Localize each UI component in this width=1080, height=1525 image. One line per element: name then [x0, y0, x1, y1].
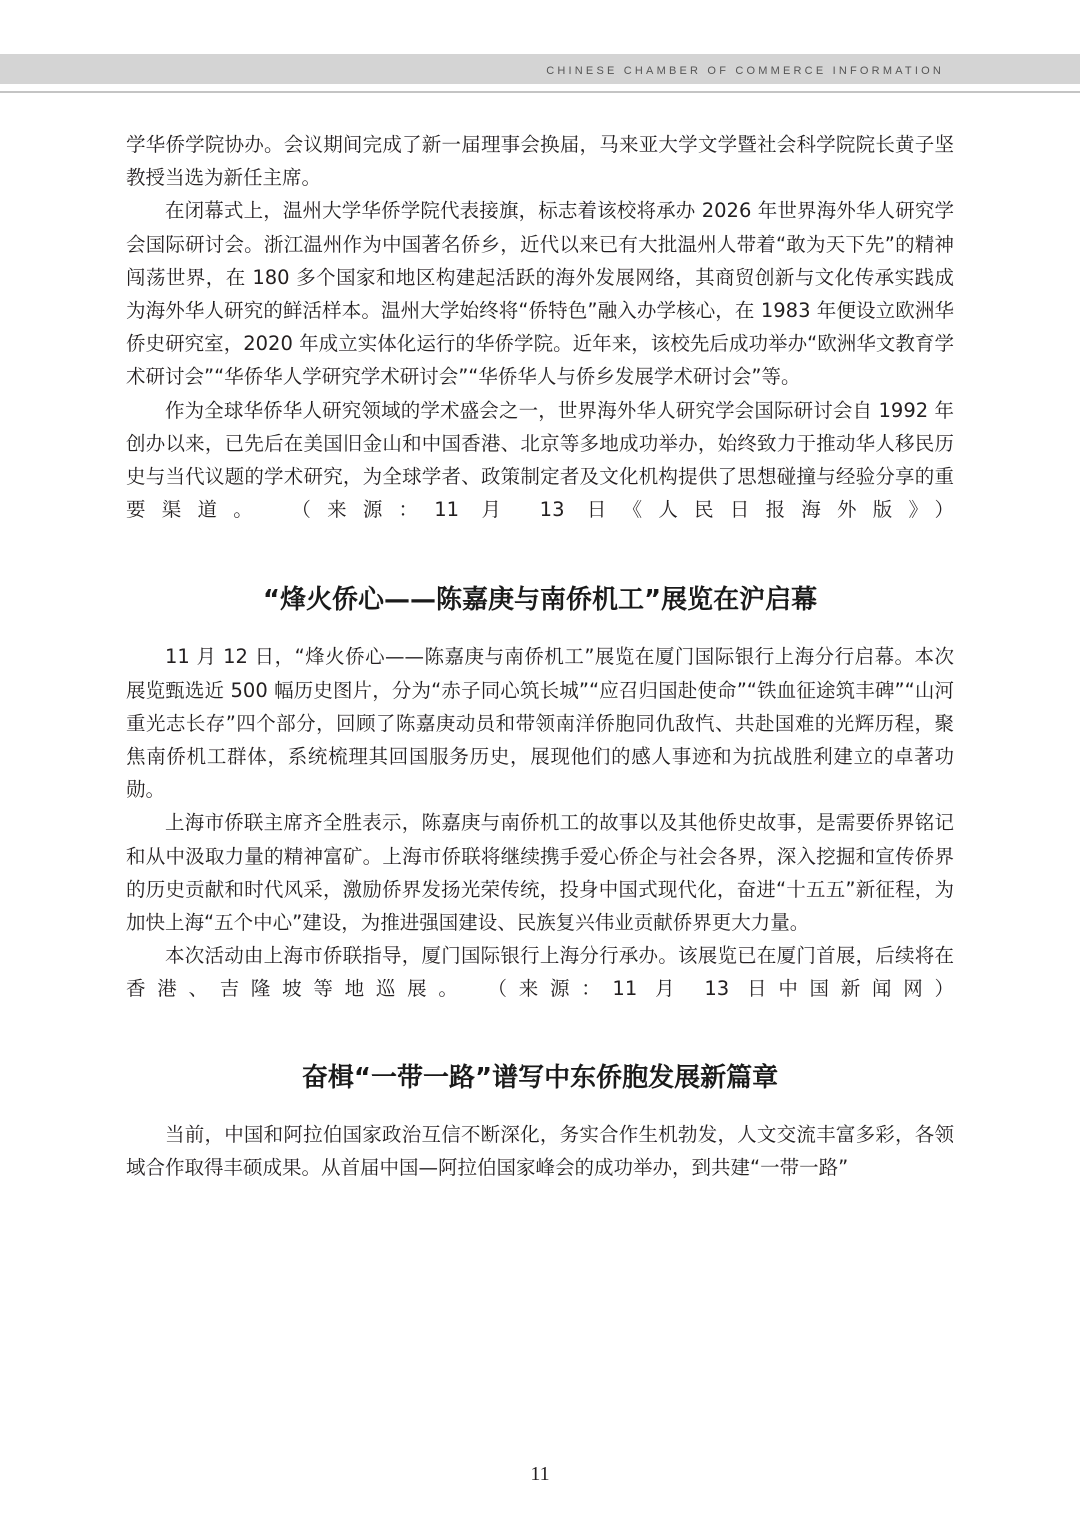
article-3-title: 奋楫“一带一路”谱写中东侨胞发展新篇章	[301, 1062, 779, 1093]
article-2-paragraph-2: 上海市侨联主席齐全胜表示，陈嘉庚与南侨机工的故事以及其他侨史故事，是需要侨界铭记和从中汲取力量的精神富矿。上海市侨联将继续携手爱心侨企与社会各界，深入挖掘和宣传侨界的历史贡献和时代风采，激励侨界发扬光荣传统，投身中国式现代化，奋进“十五五”新征程，为加快上海“五个中心”建设，为推进强国建设、民族复兴伟业贡献侨界更大力量。	[126, 811, 954, 935]
article-2-source: （来源：11 月 13 日中国新闻网）	[487, 977, 954, 1001]
page-content	[126, 128, 954, 1184]
article-1-paragraph-2: 在闭幕式上，温州大学华侨学院代表接旗，标志着该校将承办 2026 年世界海外华人研究学会国际研讨会。浙江温州作为中国著名侨乡，近代以来已有大批温州人带着“敢为天下先”的精神闯荡世界，在 180 多个国家和地区构建起活跃的海外发展网络，其商贸创新与文化传承实践成为海外华人研究的鲜活样本。温州大学始终将“侨特色”融入办学核心，在 1983 年便设立欧洲华侨史研究室，2020 年成立实体化运行的华侨学院。近年来，该校先后成功举办“欧洲华文教育学术研讨会”“华侨华人学研究学术研讨会”“华侨华人与侨乡发展学术研讨会”等。	[126, 199, 954, 389]
article-2-title: “烽火侨心——陈嘉庚与南侨机工”展览在沪启幕	[262, 585, 818, 616]
article-2-paragraph-3	[126, 939, 954, 1005]
header-divider	[0, 91, 1080, 93]
article-1-paragraph-3-text: 作为全球华侨华人研究领域的学术盛会之一，世界海外华人研究学会国际研讨会自 1992 年创办以来，已先后在美国旧金山和中国香港、北京等多地成功举办，始终致力于推动华人移民历史与当代议题的学术研究，为全球学者、政策制定者及文化机构提供了思想碰撞与经验分享的重要渠道。	[126, 398, 954, 522]
article-2-paragraph-3-text: 本次活动由上海市侨联指导，厦门国际银行上海分行承办。该展览已在厦门首展，后续将在香港、吉隆坡等地巡展。	[126, 944, 954, 1001]
article-1-source: （来源：11 月 13 日《人民日报海外版》）	[291, 498, 954, 522]
article-2-paragraph-1: 11 月 12 日，“烽火侨心——陈嘉庚与南侨机工”展览在厦门国际银行上海分行启幕。本次展览甄选近 500 幅历史图片，分为“赤子同心筑长城”“应召归国赴使命”“铁血征途筑丰碑”“山河重光志长存”四个部分，回顾了陈嘉庚动员和带领南洋侨胞同仇敌忾、共赴国难的光辉历程，聚焦南侨机工群体，系统梳理其回国服务历史，展现他们的感人事迹和为抗战胜利建立的卓著功勋。	[126, 645, 954, 802]
article-1-paragraph-1: 学华侨学院协办。会议期间完成了新一届理事会换届，马来亚大学文学暨社会科学院院长黄子坚教授当选为新任主席。	[126, 133, 954, 190]
page-number: 11	[530, 1463, 550, 1485]
article-3	[126, 1118, 954, 1184]
article-1	[126, 128, 954, 526]
article-3-paragraph-1: 当前，中国和阿拉伯国家政治互信不断深化，务实合作生机勃发，人文交流丰富多彩，各领域合作取得丰硕成果。从首届中国—阿拉伯国家峰会的成功举办，到共建“一带一路”	[126, 1122, 954, 1179]
article-2	[126, 640, 954, 1005]
article-1-paragraph-3	[126, 394, 954, 527]
running-header: CHINESE CHAMBER OF COMMERCE INFORMATION	[546, 65, 944, 77]
